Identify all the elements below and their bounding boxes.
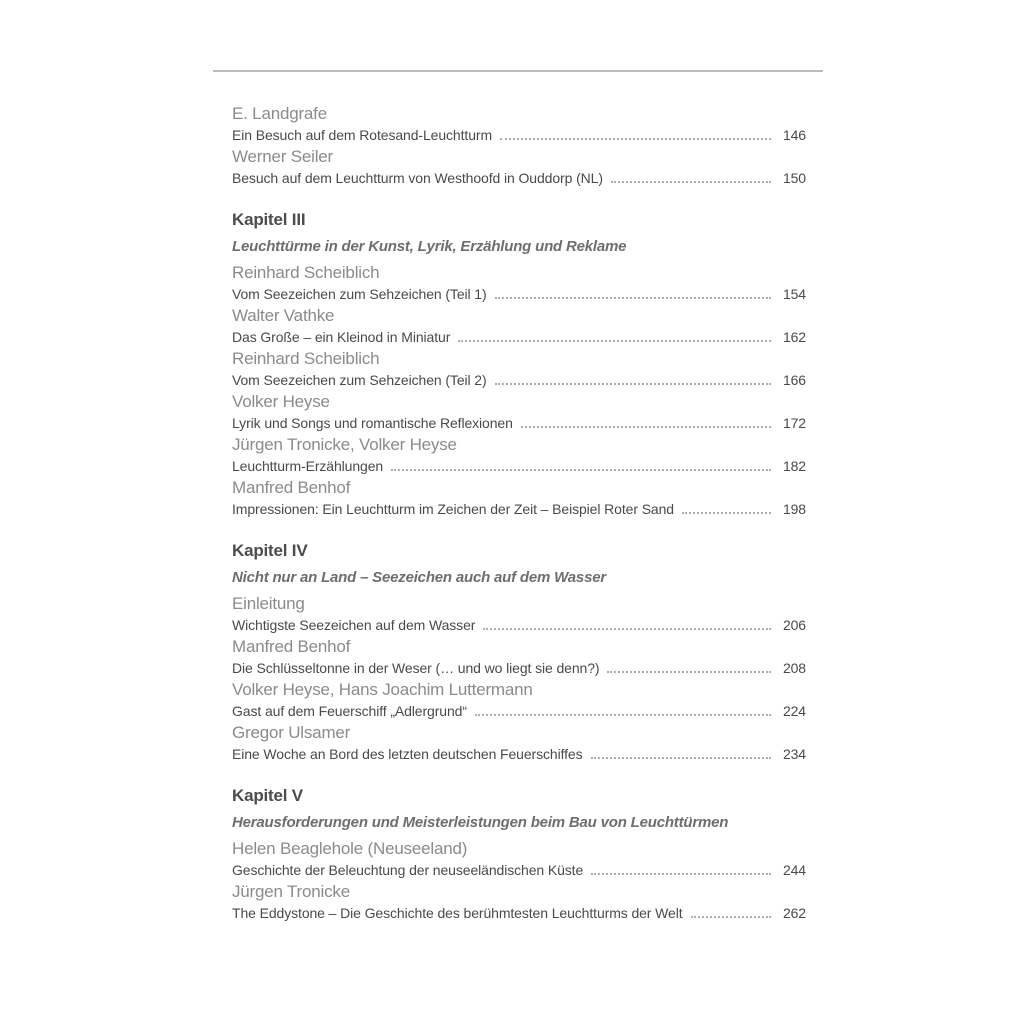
entry-page-number: 154 bbox=[782, 286, 806, 302]
chapter-entries bbox=[232, 591, 806, 763]
entry-row bbox=[232, 702, 806, 720]
toc-entry bbox=[232, 432, 806, 475]
entry-page-number: 208 bbox=[782, 660, 806, 676]
chapter-subtitle: Nicht nur an Land – Seezeichen auch auf dem Wasser bbox=[232, 569, 607, 586]
entry-page-number: 224 bbox=[782, 703, 806, 719]
entry-author: Reinhard Scheiblich bbox=[232, 349, 380, 368]
entry-page-number: 234 bbox=[782, 746, 806, 762]
dot-leader bbox=[682, 512, 771, 514]
chapter-entries bbox=[232, 836, 806, 922]
entry-title: Ein Besuch auf dem Rotesand-Leuchtturm bbox=[232, 127, 493, 143]
entry-row bbox=[232, 371, 806, 389]
entry-author: Manfred Benhof bbox=[232, 478, 351, 497]
toc-entry bbox=[232, 144, 806, 187]
chapter-heading: Kapitel V bbox=[232, 786, 303, 805]
dot-leader bbox=[458, 340, 771, 342]
dot-leader bbox=[475, 714, 771, 716]
toc-content bbox=[232, 101, 806, 922]
entry-author: Einleitung bbox=[232, 594, 305, 613]
entry-row bbox=[232, 861, 806, 879]
entry-author: Werner Seiler bbox=[232, 147, 334, 166]
entry-author: Walter Vathke bbox=[232, 306, 335, 325]
dot-leader bbox=[500, 138, 771, 140]
entry-row bbox=[232, 457, 806, 475]
entry-title: Das Große – ein Kleinod in Miniatur bbox=[232, 329, 451, 345]
entry-title: Leuchtturm-Erzählungen bbox=[232, 458, 384, 474]
entry-author: Volker Heyse bbox=[232, 392, 330, 411]
toc-entry bbox=[232, 879, 806, 922]
entry-row bbox=[232, 616, 806, 634]
top-divider bbox=[213, 70, 823, 72]
entry-title: Gast auf dem Feuerschiff „Adlergrund“ bbox=[232, 703, 467, 719]
chapter-entries bbox=[232, 260, 806, 518]
entry-title: Lyrik und Songs und romantische Reflexionen bbox=[232, 415, 513, 431]
entry-row bbox=[232, 414, 806, 432]
entry-page-number: 206 bbox=[782, 617, 806, 633]
entry-row bbox=[232, 285, 806, 303]
entry-title: The Eddystone – Die Geschichte des berühmtesten Leuchtturms der Welt bbox=[232, 905, 683, 921]
toc-entry bbox=[232, 101, 806, 144]
chapter-section bbox=[232, 206, 806, 518]
entry-author: Jürgen Tronicke, Volker Heyse bbox=[232, 435, 457, 454]
chapter-heading: Kapitel IV bbox=[232, 541, 308, 560]
chapter-section bbox=[232, 782, 806, 922]
entry-title: Vom Seezeichen zum Sehzeichen (Teil 1) bbox=[232, 286, 487, 302]
entry-author: Manfred Benhof bbox=[232, 637, 351, 656]
entry-page-number: 172 bbox=[782, 415, 806, 431]
dot-leader bbox=[495, 297, 771, 299]
entry-title: Impressionen: Ein Leuchtturm im Zeichen der Zeit – Beispiel Roter Sand bbox=[232, 501, 674, 517]
entry-author: Reinhard Scheiblich bbox=[232, 263, 380, 282]
entry-author: E. Landgrafe bbox=[232, 104, 327, 123]
entry-row bbox=[232, 126, 806, 144]
entry-page-number: 146 bbox=[782, 127, 806, 143]
entry-title: Die Schlüsseltonne in der Weser (… und wo liegt sie denn?) bbox=[232, 660, 600, 676]
toc-entry bbox=[232, 720, 806, 763]
entry-title: Geschichte der Beleuchtung der neuseeländischen Küste bbox=[232, 862, 584, 878]
entry-row bbox=[232, 500, 806, 518]
dot-leader bbox=[691, 916, 771, 918]
entry-author: Volker Heyse, Hans Joachim Luttermann bbox=[232, 680, 533, 699]
dot-leader bbox=[591, 873, 771, 875]
toc-entry bbox=[232, 634, 806, 677]
entry-row bbox=[232, 904, 806, 922]
entry-page-number: 182 bbox=[782, 458, 806, 474]
chapter-heading: Kapitel III bbox=[232, 210, 306, 229]
entry-title: Besuch auf dem Leuchtturm von Westhoofd in Ouddorp (NL) bbox=[232, 170, 603, 186]
dot-leader bbox=[391, 469, 771, 471]
toc-entry bbox=[232, 591, 806, 634]
entry-author: Gregor Ulsamer bbox=[232, 723, 351, 742]
dot-leader bbox=[607, 671, 771, 673]
entry-row bbox=[232, 659, 806, 677]
dot-leader bbox=[611, 181, 771, 183]
entry-page-number: 166 bbox=[782, 372, 806, 388]
chapter-subtitle: Herausforderungen und Meisterleistungen beim Bau von Leuchttürmen bbox=[232, 814, 729, 831]
toc-entry bbox=[232, 260, 806, 303]
entry-author: Jürgen Tronicke bbox=[232, 882, 350, 901]
chapter-subtitle: Leuchttürme in der Kunst, Lyrik, Erzählung und Reklame bbox=[232, 238, 627, 255]
entry-row bbox=[232, 745, 806, 763]
entry-author: Helen Beaglehole (Neuseeland) bbox=[232, 839, 468, 858]
entry-row bbox=[232, 328, 806, 346]
dot-leader bbox=[521, 426, 771, 428]
entry-page-number: 198 bbox=[782, 501, 806, 517]
entry-page-number: 244 bbox=[782, 862, 806, 878]
entry-row bbox=[232, 169, 806, 187]
toc-entry bbox=[232, 346, 806, 389]
toc-entry bbox=[232, 475, 806, 518]
entry-title: Vom Seezeichen zum Sehzeichen (Teil 2) bbox=[232, 372, 487, 388]
toc-entry bbox=[232, 836, 806, 879]
toc-entry bbox=[232, 389, 806, 432]
toc-entry bbox=[232, 677, 806, 720]
toc-entry bbox=[232, 303, 806, 346]
entry-title: Eine Woche an Bord des letzten deutschen Feuerschiffes bbox=[232, 746, 583, 762]
entry-page-number: 150 bbox=[782, 170, 806, 186]
chapter-section bbox=[232, 537, 806, 763]
dot-leader bbox=[495, 383, 771, 385]
entry-page-number: 262 bbox=[782, 905, 806, 921]
entry-title: Wichtigste Seezeichen auf dem Wasser bbox=[232, 617, 476, 633]
dot-leader bbox=[483, 628, 771, 630]
entry-page-number: 162 bbox=[782, 329, 806, 345]
dot-leader bbox=[591, 757, 771, 759]
